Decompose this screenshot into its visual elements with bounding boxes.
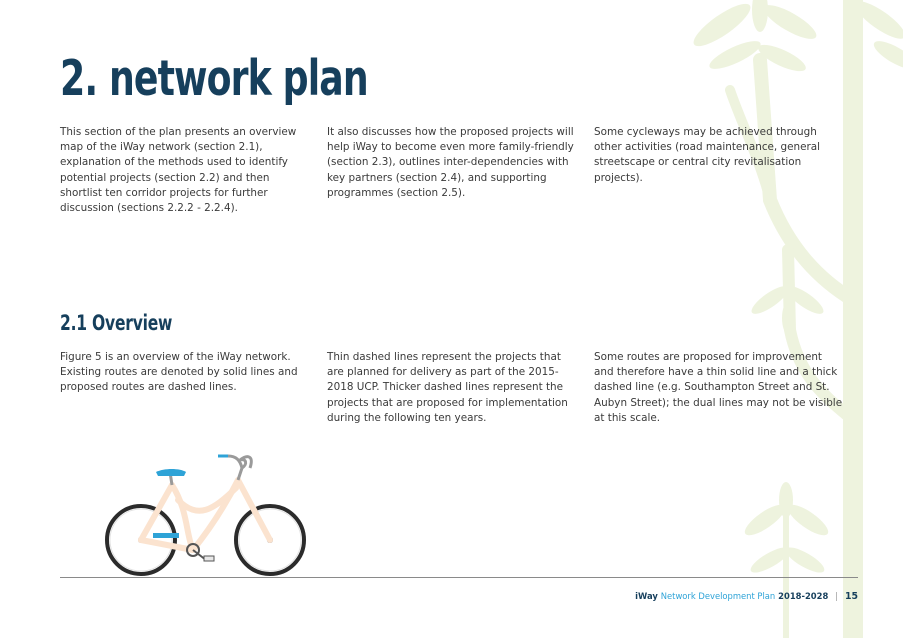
bicycle-icon — [98, 450, 313, 580]
footer-brand: iWay — [635, 591, 658, 601]
overview-paragraph-2: Thin dashed lines represent the projects that are planned for delivery as part of the 2015-2018 UCP. Thicker dashed lines represent the projects that are proposed for implementation during the following ten years. — [327, 351, 568, 424]
intro-paragraph-3: Some cycleways may be achieved through other activities (road maintenance, general streetscape or central city revitalisation projects). — [594, 126, 821, 184]
ground-line — [60, 577, 858, 578]
page-footer — [635, 591, 858, 602]
intro-paragraph-1: This section of the plan presents an overview map of the iWay network (section 2.1), explanation of the methods used to identify potential projects (section 2.2) and then shortlist ten corridor projects for further discussion (sections 2.2.2 - 2.2.4). — [60, 126, 297, 215]
page-number: 15 — [844, 591, 858, 602]
section-heading: 2.1 Overview — [60, 311, 173, 335]
overview-paragraph-1: Figure 5 is an overview of the iWay network. Existing routes are denoted by solid lines and proposed routes are dashed lines. — [60, 351, 298, 394]
footer-years: 2018-2028 — [778, 591, 829, 601]
footer-document-name: Network Development Plan — [660, 591, 776, 601]
overview-paragraph-3: Some routes are proposed for improvement and therefore have a thin solid line and a thick dashed line (e.g. Southampton Street and St. Aubyn Street); the dual lines may not be visible at this scale. — [594, 351, 843, 424]
page-title: 2. network plan — [60, 50, 368, 107]
footer-separator: | — [835, 591, 839, 601]
intro-paragraph-2: It also discusses how the proposed projects will help iWay to become even more family-friendly (section 2.3), outlines inter-dependencies with key partners (section 2.4), and supporting programmes (section 2.5). — [327, 126, 574, 199]
